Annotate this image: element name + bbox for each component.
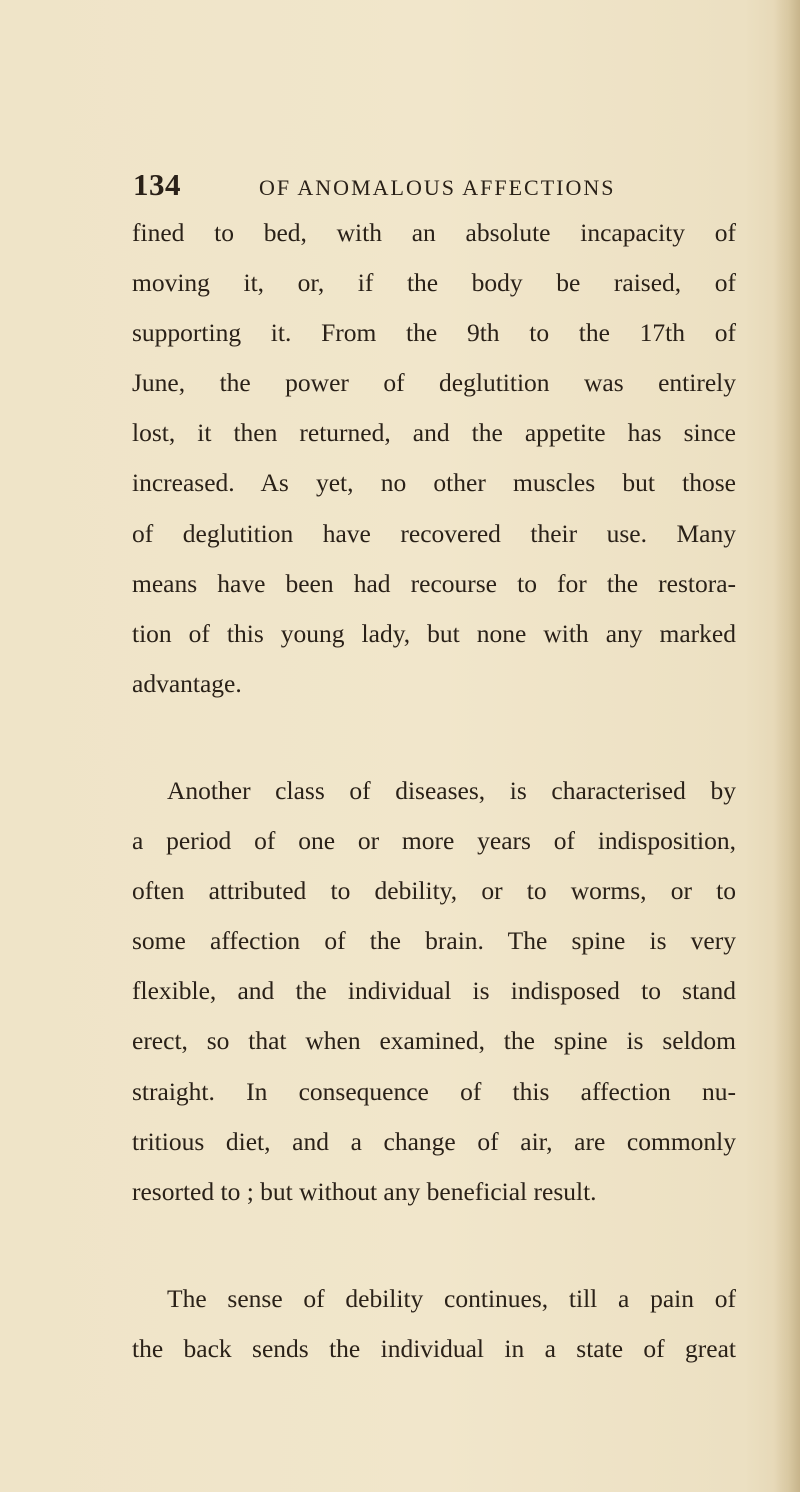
body-text (132, 208, 736, 1374)
text-line: increased. As yet, no other muscles but those (132, 468, 736, 498)
paragraph-3 (132, 1274, 736, 1374)
text-line: resorted to ; but without any beneficial result. (132, 1176, 597, 1206)
page-header (133, 165, 693, 205)
text-line: The sense of debility continues, till a pain of (167, 1283, 736, 1313)
text-line: advantage. (132, 668, 242, 698)
text-line: June, the power of deglutition was entirely (132, 368, 736, 398)
text-line: Another class of diseases, is characterised by (167, 775, 736, 805)
text-line: some affection of the brain. The spine is very (132, 926, 736, 956)
text-line: of deglutition have recovered their use. Many (132, 518, 736, 548)
text-line: tion of this young lady, but none with any marked (132, 618, 736, 648)
text-line: a period of one or more years of indisposition, (132, 826, 736, 856)
paragraph-gap (132, 709, 736, 766)
text-line: fined to bed, with an absolute incapacity of (132, 218, 736, 247)
text-line: means have been had recourse to for the restora- (132, 568, 736, 598)
text-line: lost, it then returned, and the appetite has since (132, 418, 736, 448)
paragraph-2 (132, 766, 736, 1217)
running-head: OF ANOMALOUS AFFECTIONS (259, 175, 616, 200)
text-line: supporting it. From the 9th to the 17th of (132, 318, 736, 348)
text-line: erect, so that when examined, the spine is seldom (132, 1026, 736, 1056)
page-edge-shadow (774, 0, 800, 1492)
text-line: straight. In consequence of this affection nu- (132, 1076, 736, 1106)
text-line: moving it, or, if the body be raised, of (132, 268, 736, 298)
page-number: 134 (133, 167, 181, 202)
paragraph-1 (132, 208, 736, 709)
paragraph-gap (132, 1217, 736, 1274)
text-line: flexible, and the individual is indisposed to stand (132, 976, 736, 1006)
text-line: often attributed to debility, or to worms, or to (132, 876, 736, 906)
text-line: tritious diet, and a change of air, are commonly (132, 1126, 736, 1156)
text-line: the back sends the individual in a state of great (132, 1333, 736, 1363)
